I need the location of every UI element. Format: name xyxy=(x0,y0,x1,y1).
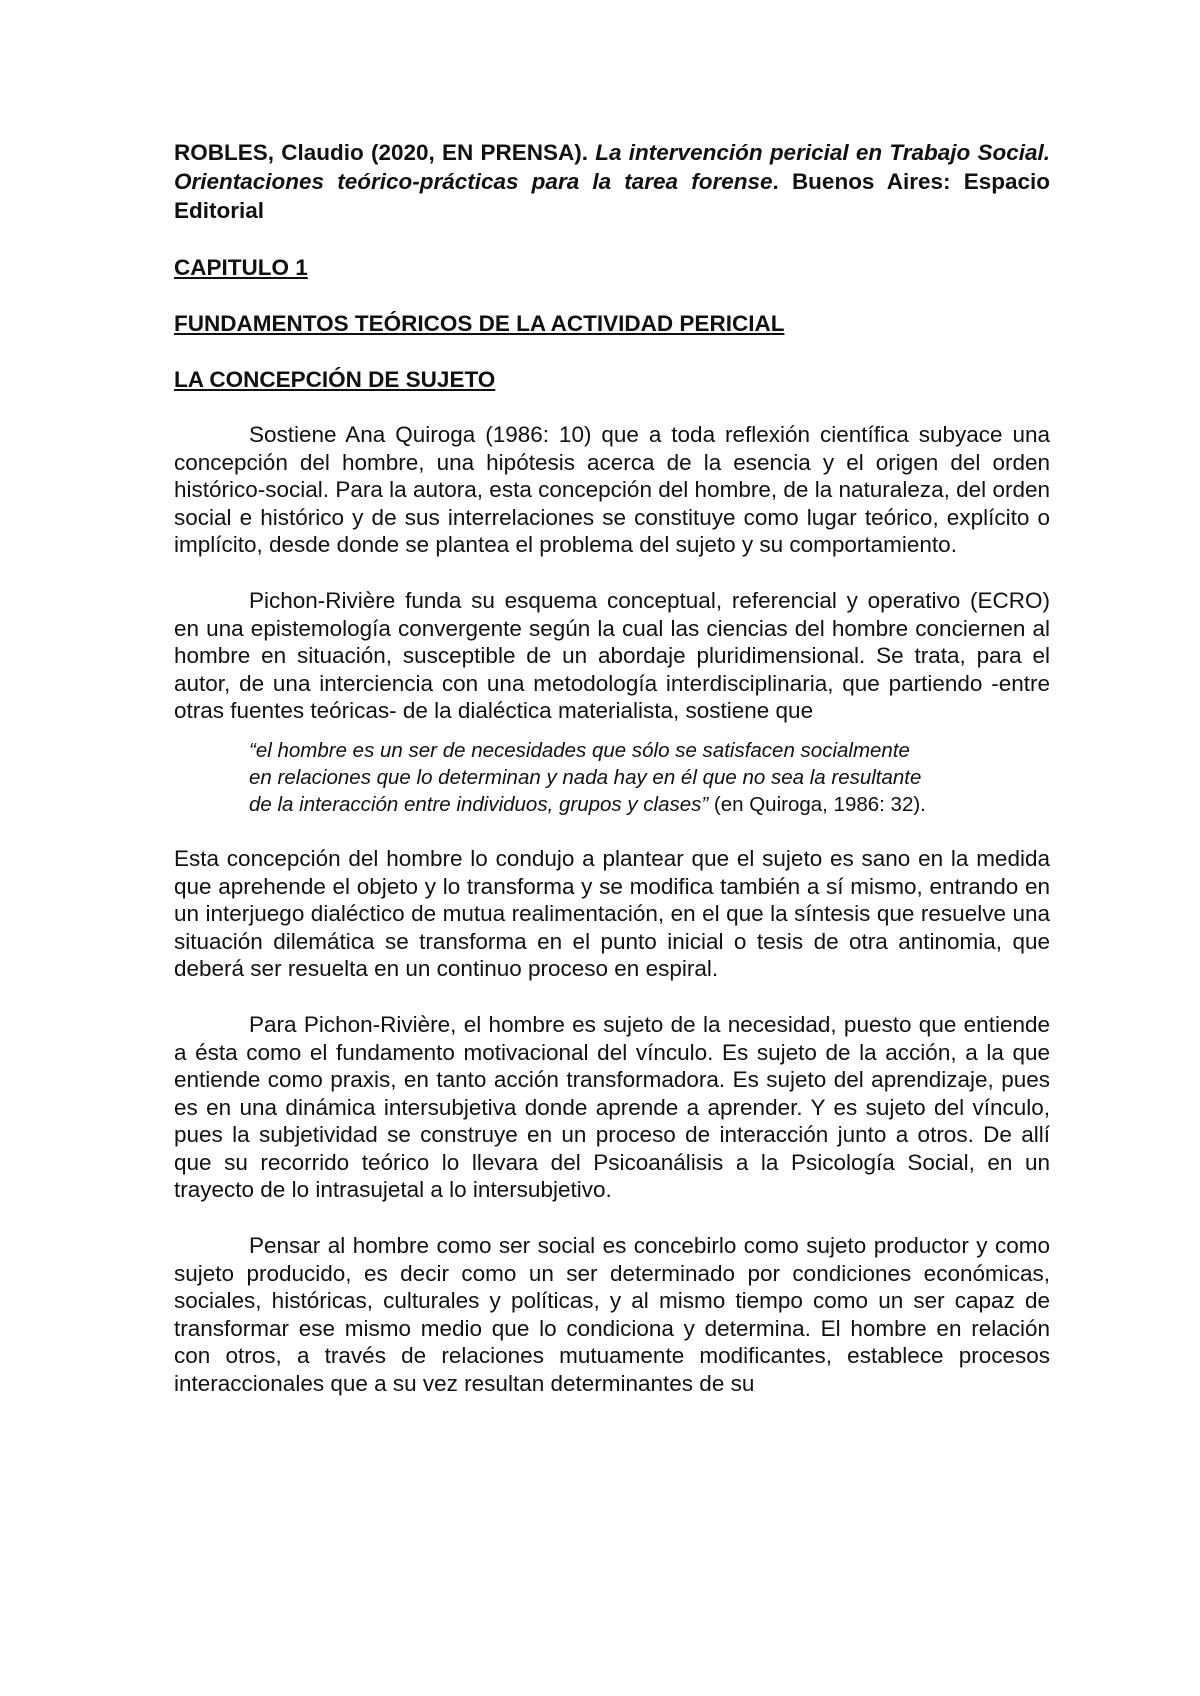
chapter-heading: CAPITULO 1 xyxy=(174,255,308,280)
quote-source: (en Quiroga, 1986: 32). xyxy=(708,792,926,816)
subsection-heading: LA CONCEPCIÓN DE SUJETO xyxy=(174,367,496,392)
citation-title-end: . xyxy=(772,169,779,194)
quote-line-2: en relaciones que lo determinan y nada hay en él que no sea la resultante xyxy=(249,765,922,789)
paragraph-concepcion: Esta concepción del hombre lo condujo a plantear que el sujeto es sano en la medida que aprehende el objeto y lo transforma y se modifica también a sí mismo, entrando en un interjuego dialéctico de mutua realimentación, en el que la síntesis que resuelve una situación dilemática se transforma en el punto inicial o tesis de otra antinomia, que deberá ser resuelta en un continuo proceso en espiral. xyxy=(174,845,1050,982)
paragraph-quiroga: Sostiene Ana Quiroga (1986: 10) que a toda reflexión científica subyace una concepción del hombre, una hipótesis acerca de la esencia y el origen del orden histórico-social. Para la autora, esta concepción del hombre, de la naturaleza, del orden social e histórico y de sus interrelaciones se constituye como lugar teórico, explícito o implícito, desde donde se plantea el problema del sujeto y su comportamiento. xyxy=(174,422,1050,558)
section-heading: FUNDAMENTOS TEÓRICOS DE LA ACTIVIDAD PERICIAL xyxy=(174,311,785,336)
paragraph-ser-social: Pensar al hombre como ser social es concebirlo como sujeto productor y como sujeto producido, es decir como un ser determinado por condiciones económicas, sociales, históricas, culturales y políticas, y al mismo tiempo como un ser capaz de transformar ese mismo medio que lo condiciona y determina. El hombre en relación con otros, a través de relaciones mutuamente modificantes, establece procesos interaccionales que a su vez resultan determinantes de su xyxy=(174,1233,1050,1397)
quote-line-1: “el hombre es un ser de necesidades que sólo se satisfacen socialmente xyxy=(249,738,910,762)
document-body xyxy=(174,138,1050,1398)
citation-publisher: Buenos Aires: Espacio Editorial xyxy=(174,169,1050,223)
block-quote xyxy=(249,737,1009,818)
citation-author-year: ROBLES, Claudio (2020, EN PRENSA). xyxy=(174,140,589,165)
paragraph-sujeto-necesidad: Para Pichon-Rivière, el hombre es sujeto de la necesidad, puesto que entiende a ésta como el fundamento motivacional del vínculo. Es sujeto de la acción, a la que entiende como praxis, en tanto acción transformadora. Es sujeto del aprendizaje, pues es en una dinámica intersubjetiva donde aprende a aprender. Y es sujeto del vínculo, pues la subjetividad se construye en un proceso de interacción junto a otros. De allí que su recorrido teórico lo llevara del Psicoanálisis a la Psicología Social, en un trayecto de lo intrasujetal a lo intersubjetivo. xyxy=(174,1011,1050,1203)
quote-line-3: de la interacción entre individuos, grupos y clases” xyxy=(249,792,709,816)
bibliographic-citation xyxy=(174,138,1050,225)
citation-title: La intervención pericial en Trabajo Social. Orientaciones teórico-prácticas para la tarea forense xyxy=(174,140,1050,194)
paragraph-ecro: Pichon-Rivière funda su esquema conceptual, referencial y operativo (ECRO) en una epistemología convergente según la cual las ciencias del hombre conciernen al hombre en situación, susceptible de un abordaje pluridimensional. Se trata, para el autor, de una interciencia con una metodología interdisciplinaria, que partiendo -entre otras fuentes teóricas- de la dialéctica materialista, sostiene que xyxy=(174,587,1050,724)
